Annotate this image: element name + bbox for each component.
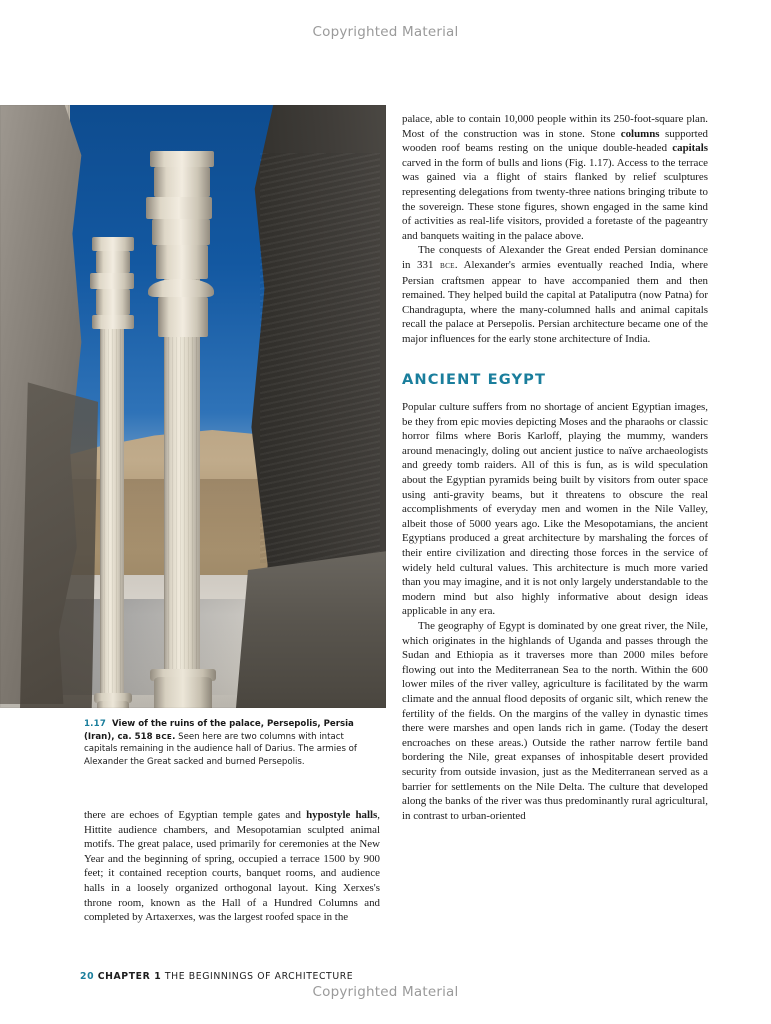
paragraph: [84, 808, 380, 925]
footer-running-head: [80, 971, 353, 982]
section-heading-ancient-egypt: ANCIENT EGYPT: [402, 370, 547, 388]
figure-caption-title-end: .: [172, 731, 176, 742]
figure-caption-body: Seen here are two columns with intact capitals remaining in the audience hall of Darius. The armies of Alexander the Great sacked and burned Persepolis.: [84, 731, 357, 767]
page-number: 20: [80, 971, 95, 982]
body-text-column-left: [84, 808, 380, 925]
era-bce: BCE: [439, 261, 455, 270]
figure-caption: [84, 718, 374, 768]
figure-number: 1.17: [84, 719, 107, 729]
body-text-column-right: [402, 112, 708, 823]
bold-term-capitals: capitals: [672, 142, 708, 155]
paragraph-text: . Alexander's armies eventually reached India, where Persian craftsmen appear to have accompanied them and then remained. They helped build the capital at Pataliputra (now Patna) for Chandragupta, where the many-columned halls and animal capitals recall the palace at Persepolis. Persian architecture became one of the major influences for the early stone architecture of India.: [402, 258, 708, 345]
figure-caption-title-text: View of the ruins of the palace, Persepolis, Persia (Iran), ca. 518: [84, 719, 354, 742]
paragraph: The geography of Egypt is dominated by one great river, the Nile, which originates in the highlands of Uganda and passes through the Sudan and Ethiopia as it traverses more than 2000 miles before flowing out into the Mediterranean Sea to the north. Within the 600 lower miles of the river valley, agriculture is facilitated by the warm climate and the annual flood deposits of organic silt, which renew the fertility of the fields. On the margins of the valley in dynastic times there were marshes and open lands rich in game. (Today the desert encroaches on these areas.) Outside the rather narrow fertile band bordering the Nile, great expanses of inhospitable desert provided security from outside invasion, just as the Mediterranean served as a barrier for settlements on the Nile Delta. The culture that developed along the banks of the river was thus predominantly rural agricultural, in contrast to urban-oriented: [402, 620, 708, 822]
chapter-label: CHAPTER 1: [97, 971, 162, 982]
figure-image-persepolis: [0, 105, 386, 708]
figure-caption-era: BCE: [155, 731, 173, 741]
paragraph-text: carved in the form of bulls and lions (Fig. 1.17). Access to the terrace was gained via a flight of stairs flanked by relief sculptures representing delegations from twenty-three nations bringing tribute to the sovereign. These stone figures, shown engaged in the same kind of activities as real-life visitors, provided a foretaste of the pageantry and banquets waiting in the palace above.: [402, 156, 708, 242]
chapter-title: THE BEGINNINGS OF ARCHITECTURE: [164, 971, 354, 982]
paragraph-text: palace, able to contain 10,000 people within its 250-foot-square plan. Most of the construction was in stone. Stone: [402, 113, 708, 140]
paragraph: [402, 112, 708, 243]
paragraph: Popular culture suffers from no shortage of ancient Egyptian images, be they from epic movies depicting Moses and the pharaohs or classic horror films where Boris Karloff, playing the mummy, wanders around menacingly, doling out ancient justice to naïve archaeologists and greedy tomb raiders. All of this is fun, as is wild speculation about the Egyptian pyramids being built by visitors from outer space using anti-gravity beams, but it threatens to obscure the real accomplishments of everyday men and women in the Nile Valley, albeit those of 5000 years ago. Like the Mesopotamians, the ancient Egyptians produced a great architecture by marshaling the forces of their entire civilization and directing those forces in the service of widely held cultural values. This architecture is much more varied than you may imagine, and it is not only largely understandable to the modern mind but also highly informative about design ideas applicable in any era.: [402, 401, 708, 618]
paragraph-text: there are echoes of Egyptian temple gates and: [84, 809, 307, 821]
photo-canvas: [0, 105, 386, 708]
paragraph-text: , Hittite audience chambers, and Mesopotamian sculpted animal motifs. The great palace, used primarily for ceremonies at the New Year and the beginning of spring, occupied a terrace 1500 by 900 feet; it contained reception courts, banquet rooms, and audience halls in a loosely organized orthogonal layout. King Xerxes's throne room, known as the Hall of a Hundred Columns and completed by Artaxerxes, was the largest roofed space in the: [84, 809, 380, 924]
copyright-watermark-bottom: Copyrighted Material: [312, 984, 459, 1000]
paragraph-text: The conquests of Alexander the Great ended Persian dominance in 331: [402, 244, 708, 271]
photo-border: [0, 105, 386, 708]
paragraph: [402, 243, 708, 346]
bold-term-columns: columns: [620, 127, 660, 140]
paragraph-text: supported wooden roof beams resting on the unique double-headed: [402, 127, 708, 155]
bold-term-hypostyle-halls: hypostyle halls: [306, 809, 378, 821]
copyright-watermark-top: Copyrighted Material: [312, 24, 459, 40]
